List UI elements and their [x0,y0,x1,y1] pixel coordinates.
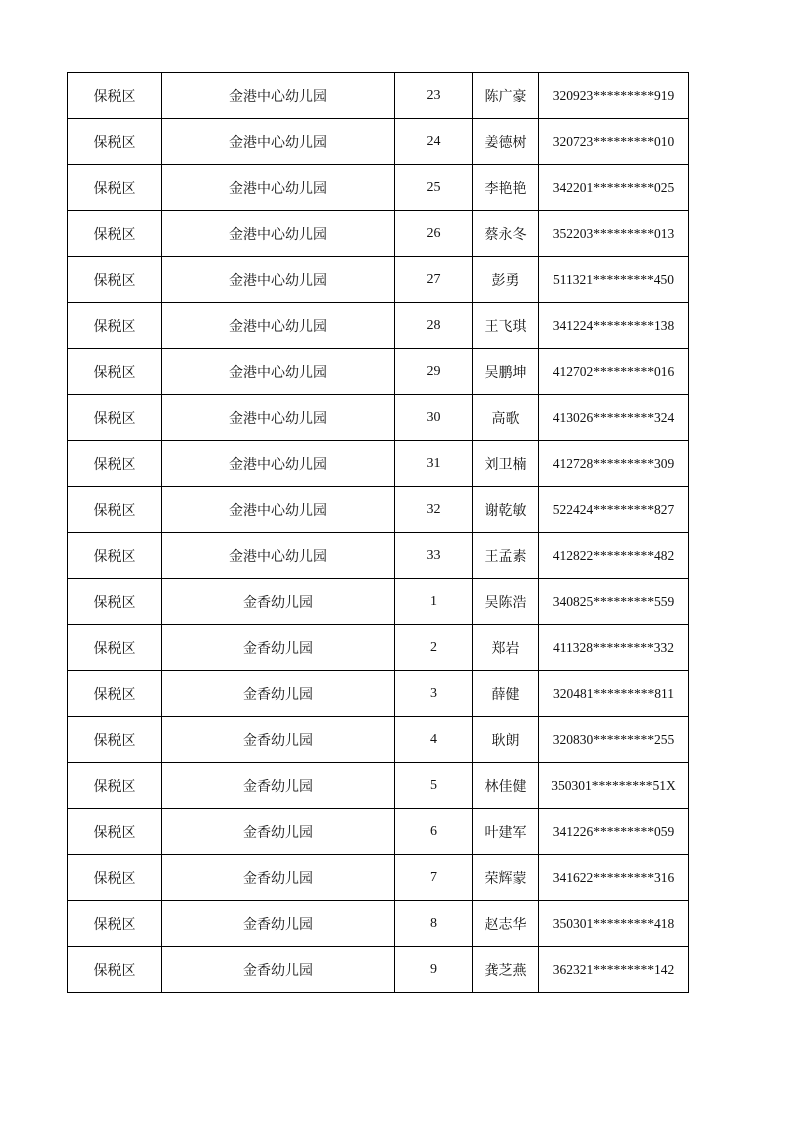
district-cell: 保税区 [68,671,162,717]
table-row [68,73,689,119]
number-cell: 4 [395,717,473,763]
district-cell: 保税区 [68,579,162,625]
id-number-cell: 362321*********142 [539,947,689,993]
id-number-cell: 511321*********450 [539,257,689,303]
id-number-cell: 341226*********059 [539,809,689,855]
table-row [68,441,689,487]
person-name-cell: 彭勇 [473,257,539,303]
table-row [68,119,689,165]
person-name-cell: 王孟素 [473,533,539,579]
district-cell: 保税区 [68,487,162,533]
district-cell: 保税区 [68,303,162,349]
person-name-cell: 叶建军 [473,809,539,855]
table-row [68,717,689,763]
number-cell: 32 [395,487,473,533]
district-cell: 保税区 [68,809,162,855]
school-cell: 金香幼儿园 [162,855,395,901]
table-row [68,349,689,395]
school-cell: 金香幼儿园 [162,947,395,993]
id-number-cell: 320481*********811 [539,671,689,717]
number-cell: 9 [395,947,473,993]
table-row [68,763,689,809]
person-name-cell: 荣辉蒙 [473,855,539,901]
school-cell: 金港中心幼儿园 [162,73,395,119]
number-cell: 2 [395,625,473,671]
school-cell: 金港中心幼儿园 [162,395,395,441]
id-number-cell: 341224*********138 [539,303,689,349]
school-cell: 金香幼儿园 [162,901,395,947]
person-name-cell: 谢乾敏 [473,487,539,533]
district-cell: 保税区 [68,763,162,809]
number-cell: 25 [395,165,473,211]
id-number-cell: 342201*********025 [539,165,689,211]
table-row [68,395,689,441]
id-number-cell: 341622*********316 [539,855,689,901]
person-name-cell: 姜德树 [473,119,539,165]
person-name-cell: 王飞琪 [473,303,539,349]
number-cell: 3 [395,671,473,717]
id-number-cell: 412728*********309 [539,441,689,487]
number-cell: 30 [395,395,473,441]
school-cell: 金港中心幼儿园 [162,303,395,349]
id-number-cell: 340825*********559 [539,579,689,625]
district-cell: 保税区 [68,395,162,441]
person-name-cell: 薛健 [473,671,539,717]
person-name-cell: 郑岩 [473,625,539,671]
person-name-cell: 林佳健 [473,763,539,809]
district-cell: 保税区 [68,625,162,671]
table-row [68,211,689,257]
table-row [68,165,689,211]
id-number-cell: 320830*********255 [539,717,689,763]
school-cell: 金港中心幼儿园 [162,349,395,395]
number-cell: 23 [395,73,473,119]
school-cell: 金港中心幼儿园 [162,257,395,303]
table-row [68,533,689,579]
district-cell: 保税区 [68,855,162,901]
person-name-cell: 刘卫楠 [473,441,539,487]
id-number-cell: 412822*********482 [539,533,689,579]
person-name-cell: 龚芝燕 [473,947,539,993]
table-row [68,855,689,901]
table-row [68,257,689,303]
table-row [68,579,689,625]
id-number-cell: 320923*********919 [539,73,689,119]
district-cell: 保税区 [68,73,162,119]
person-name-cell: 李艳艳 [473,165,539,211]
table-row [68,947,689,993]
table-row [68,809,689,855]
number-cell: 6 [395,809,473,855]
id-number-cell: 522424*********827 [539,487,689,533]
school-cell: 金香幼儿园 [162,671,395,717]
table-row [68,625,689,671]
number-cell: 31 [395,441,473,487]
id-number-cell: 320723*********010 [539,119,689,165]
table-row [68,303,689,349]
school-cell: 金港中心幼儿园 [162,211,395,257]
id-number-cell: 350301*********418 [539,901,689,947]
district-cell: 保税区 [68,119,162,165]
person-name-cell: 赵志华 [473,901,539,947]
school-cell: 金香幼儿园 [162,809,395,855]
table-row [68,487,689,533]
number-cell: 27 [395,257,473,303]
number-cell: 28 [395,303,473,349]
id-number-cell: 352203*********013 [539,211,689,257]
school-cell: 金香幼儿园 [162,579,395,625]
id-number-cell: 411328*********332 [539,625,689,671]
person-name-cell: 吴鹏坤 [473,349,539,395]
district-cell: 保税区 [68,533,162,579]
number-cell: 1 [395,579,473,625]
school-cell: 金港中心幼儿园 [162,487,395,533]
number-cell: 26 [395,211,473,257]
school-cell: 金香幼儿园 [162,625,395,671]
school-cell: 金港中心幼儿园 [162,165,395,211]
number-cell: 8 [395,901,473,947]
person-name-cell: 耿朗 [473,717,539,763]
person-name-cell: 蔡永冬 [473,211,539,257]
table-row [68,901,689,947]
school-cell: 金港中心幼儿园 [162,441,395,487]
person-name-cell: 吴陈浩 [473,579,539,625]
roster-table-body [68,73,689,993]
district-cell: 保税区 [68,257,162,303]
table-row [68,671,689,717]
school-cell: 金港中心幼儿园 [162,119,395,165]
id-number-cell: 350301*********51X [539,763,689,809]
person-name-cell: 高歌 [473,395,539,441]
school-cell: 金香幼儿园 [162,717,395,763]
id-number-cell: 413026*********324 [539,395,689,441]
number-cell: 24 [395,119,473,165]
id-number-cell: 412702*********016 [539,349,689,395]
district-cell: 保税区 [68,441,162,487]
district-cell: 保税区 [68,349,162,395]
number-cell: 33 [395,533,473,579]
person-name-cell: 陈广豪 [473,73,539,119]
district-cell: 保税区 [68,211,162,257]
number-cell: 29 [395,349,473,395]
district-cell: 保税区 [68,165,162,211]
district-cell: 保税区 [68,947,162,993]
number-cell: 7 [395,855,473,901]
district-cell: 保税区 [68,717,162,763]
school-cell: 金香幼儿园 [162,763,395,809]
school-cell: 金港中心幼儿园 [162,533,395,579]
roster-table [67,72,689,993]
number-cell: 5 [395,763,473,809]
district-cell: 保税区 [68,901,162,947]
